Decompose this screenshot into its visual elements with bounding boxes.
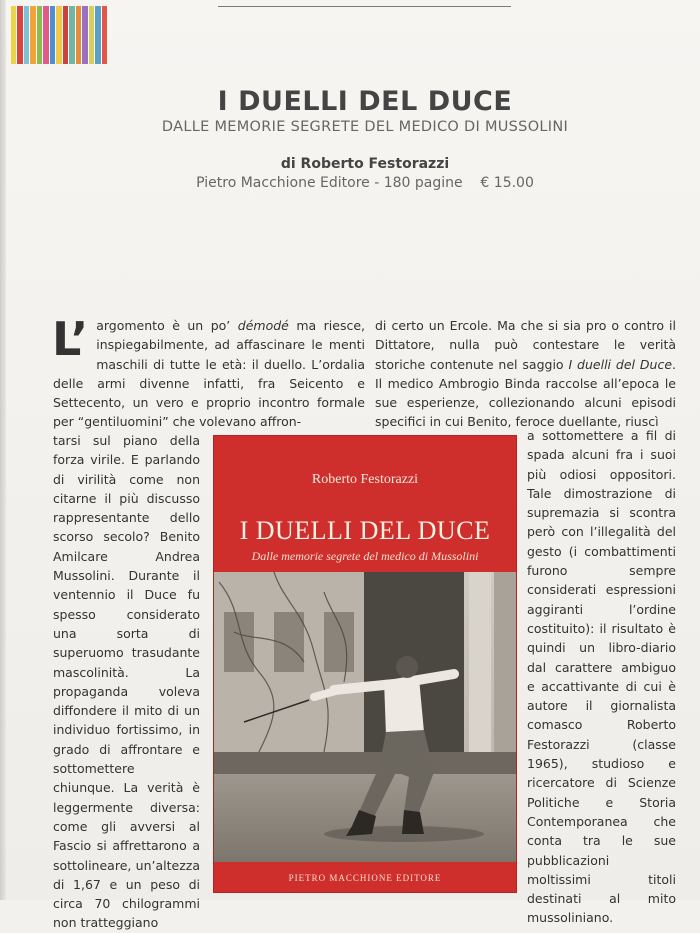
paragraph-1b: ma riesce, inspiegabilmente, ad affascinare le menti maschili di tutte le età: il duello. L’ordalia delle armi divenne infatti, fra Seicento e Settecento, un vero e proprio incontro formale per “gentiluomini” che volevano affron- [53, 318, 366, 430]
drop-cap: L’ [52, 312, 89, 366]
review-title: I DUELLI DEL DUCE [217, 86, 513, 117]
paragraph-3-italic: I duelli del Duce [568, 356, 673, 372]
publisher-line: Pietro Macchione Editore - 180 pagine € 15.00 [196, 175, 534, 191]
article-column-left-top [52, 312, 366, 440]
fencer-photo-illustration [214, 572, 516, 862]
book-cover [214, 436, 516, 892]
article-column-right-narrow [527, 426, 676, 926]
books-logo-icon [11, 6, 108, 64]
cover-photo [214, 572, 516, 862]
page-edge [0, 0, 6, 900]
paragraph-2: tarsi sul piano della forza virile. E parlando di virilità come non citarne il più discusso rappresentante dello scorso secolo? Benito Amilcare Andrea Mussolini. Durante il ventennio il Duce fu spesso considerato una sorta di superuomo trasudante mascolinità. La propaganda voleva diffondere il mito di un individuo fortissimo, in grado di affrontare e sottomettere chiunque. La verità è leggermente diversa: come gli avversi al Fascio si affrettarono a sottolineare, un’altezza di 1,67 e un peso di circa 70 chilogrammi non tratteggiano [53, 433, 200, 931]
article-column-left-narrow [53, 431, 200, 931]
paragraph-3b: . Il medico Ambrogio Binda raccolse all’epoca le sue esperienze, collezionando alcuni episodi specifici in cui Benito, feroce duellante, riuscì [375, 356, 676, 430]
cover-subtitle: Dalle memorie segrete del medico di Mussolini [251, 549, 479, 563]
paragraph-1a: argomento è un po’ [96, 318, 238, 333]
article-column-right-top [375, 316, 676, 432]
logo-stripe [102, 6, 108, 64]
paragraph-3a: di certo un Ercole. Ma che si sia pro o contro il Dittatore, nulla può contestare le verità storiche contenute nel saggio [375, 318, 676, 372]
paragraph-4: a sottomettere a fil di spada alcuni fra i suoi più odiosi oppositori. Tale dimostrazione di supremazia si scontra però con l’illegalità del gesto (i combattimenti furono sempre considerati espressioni aggiranti l’ordine costituito): il risultato è quindi un libro-diario dal carattere ambiguo e accattivante di cui è autore il giornalista comasco Roberto Festorazzi (classe 1965), studioso e ricercatore di Scienze Politiche e Storia Contemporanea che conta tra le sue pubblicazioni moltissimi titoli destinati al mito mussoliniano. [527, 428, 676, 926]
cover-title: I DUELLI DEL DUCE [239, 516, 491, 545]
top-divider [218, 6, 511, 7]
cover-author: Roberto Festorazzi [311, 472, 419, 487]
cover-publisher: PIETRO MACCHIONE EDITORE [288, 873, 442, 883]
review-subtitle: DALLE MEMORIE SEGRETE DEL MEDICO DI MUSSOLINI [161, 119, 569, 135]
paragraph-1-italic: démodé [237, 318, 289, 333]
author-byline: di Roberto Festorazzi [280, 156, 450, 172]
